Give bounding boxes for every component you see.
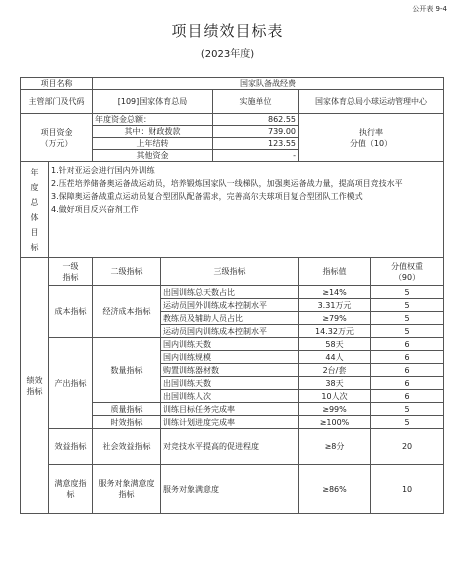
goals-label-char: 总 bbox=[30, 197, 39, 207]
header-weight-line1: 分值权重 bbox=[391, 261, 424, 271]
indicators-label-line2: 指标 bbox=[26, 386, 43, 396]
funds-label-line1: 项目资金 bbox=[40, 127, 73, 137]
funds-fiscal-label: 其中：财政拨款 bbox=[93, 126, 213, 138]
indicator-name: 出国训练人次 bbox=[161, 390, 299, 403]
level2-service-satisfaction: 服务对象满意度指标 bbox=[93, 465, 161, 514]
indicator-value: ≥100% bbox=[299, 416, 371, 429]
header-weight-line2: （90） bbox=[393, 272, 421, 282]
indicator-weight: 6 bbox=[371, 364, 444, 377]
level1-cost: 成本指标 bbox=[49, 286, 93, 338]
indicator-value: 10人次 bbox=[299, 390, 371, 403]
indicator-weight: 10 bbox=[371, 465, 444, 514]
indicator-weight: 5 bbox=[371, 312, 444, 325]
performance-target-table bbox=[20, 77, 444, 514]
indicator-name: 出国训练天数 bbox=[161, 377, 299, 390]
dept-value: [109]国家体育总局 bbox=[93, 90, 213, 114]
funds-other-value: - bbox=[213, 150, 299, 162]
indicator-weight: 20 bbox=[371, 429, 444, 465]
annual-goals-label bbox=[21, 162, 49, 258]
goals-label-char: 年 bbox=[30, 167, 39, 177]
annual-goals-text bbox=[49, 162, 444, 258]
indicator-name: 训练计划进度完成率 bbox=[161, 416, 299, 429]
indicator-value: 3.31万元 bbox=[299, 299, 371, 312]
header-value: 指标值 bbox=[299, 258, 371, 286]
indicator-name: 教练员及辅助人员占比 bbox=[161, 312, 299, 325]
indicator-weight: 5 bbox=[371, 403, 444, 416]
indicator-value: 38天 bbox=[299, 377, 371, 390]
indicator-weight: 6 bbox=[371, 390, 444, 403]
execution-rate-cell bbox=[299, 114, 444, 162]
project-name-label: 项目名称 bbox=[21, 78, 93, 90]
level1-satisfaction: 满意度指标 bbox=[49, 465, 93, 514]
header-level3: 三级指标 bbox=[161, 258, 299, 286]
goal-item: 3.保障奥运备战重点运动员复合型团队配备需求，完善高尔夫球项目复合型团队工作模式 bbox=[51, 192, 363, 201]
goals-label-char: 度 bbox=[30, 182, 39, 192]
header-level1 bbox=[49, 258, 93, 286]
indicator-weight: 5 bbox=[371, 286, 444, 299]
indicator-value: ≥8分 bbox=[299, 429, 371, 465]
impl-unit-label: 实施单位 bbox=[213, 90, 299, 114]
page-title: 项目绩效目标表 bbox=[171, 22, 284, 40]
level2-quality: 质量指标 bbox=[93, 403, 161, 416]
impl-unit-value: 国家体育总局小球运动管理中心 bbox=[299, 90, 444, 114]
goals-label-char: 体 bbox=[30, 212, 39, 222]
indicator-value: 14.32万元 bbox=[299, 325, 371, 338]
funds-total-label: 年度资金总额： bbox=[93, 114, 213, 126]
document-tag: 公开表 9-4 bbox=[412, 5, 447, 13]
indicator-name: 对竞技水平提高的促进程度 bbox=[161, 429, 299, 465]
level1-output: 产出指标 bbox=[49, 338, 93, 429]
level2-social-benefit: 社会效益指标 bbox=[93, 429, 161, 465]
indicator-name: 运动员国外训练成本控制水平 bbox=[161, 299, 299, 312]
project-name-value: 国家队备战经费 bbox=[93, 78, 444, 90]
indicator-name: 服务对象满意度 bbox=[161, 465, 299, 514]
funds-carryover-value: 123.55 bbox=[213, 138, 299, 150]
indicator-name: 训练目标任务完成率 bbox=[161, 403, 299, 416]
indicator-value: ≥14% bbox=[299, 286, 371, 299]
level2-economic-cost: 经济成本指标 bbox=[93, 286, 161, 338]
indicator-value: 58天 bbox=[299, 338, 371, 351]
indicator-value: ≥99% bbox=[299, 403, 371, 416]
goal-item: 4.做好项目反兴奋剂工作 bbox=[51, 205, 139, 214]
indicator-name: 国内训练天数 bbox=[161, 338, 299, 351]
funds-other-label: 其他资金 bbox=[93, 150, 213, 162]
indicator-name: 运动员国内训练成本控制水平 bbox=[161, 325, 299, 338]
dept-label: 主管部门及代码 bbox=[21, 90, 93, 114]
funds-total-value: 862.55 bbox=[213, 114, 299, 126]
level1-benefit: 效益指标 bbox=[49, 429, 93, 465]
funds-label bbox=[21, 114, 93, 162]
header-weight bbox=[371, 258, 444, 286]
indicator-name: 国内训练规模 bbox=[161, 351, 299, 364]
header-level1-line2: 指标 bbox=[62, 272, 79, 282]
indicators-section-label bbox=[21, 258, 49, 514]
indicator-weight: 6 bbox=[371, 351, 444, 364]
level2-quantity: 数量指标 bbox=[93, 338, 161, 403]
indicator-value: 44人 bbox=[299, 351, 371, 364]
indicator-value: ≥86% bbox=[299, 465, 371, 514]
level2-timeliness: 时效指标 bbox=[93, 416, 161, 429]
funds-label-line2: （万元） bbox=[40, 138, 73, 148]
page-subtitle: (2023年度) bbox=[200, 49, 255, 60]
funds-carryover-label: 上年结转 bbox=[93, 138, 213, 150]
indicator-weight: 6 bbox=[371, 338, 444, 351]
indicators-label-line1: 绩效 bbox=[26, 375, 43, 385]
indicator-weight: 6 bbox=[371, 377, 444, 390]
goals-label-char: 目 bbox=[30, 227, 39, 237]
indicator-value: ≥79% bbox=[299, 312, 371, 325]
goals-label-char: 标 bbox=[30, 242, 39, 252]
indicator-value: 2台/套 bbox=[299, 364, 371, 377]
indicator-weight: 5 bbox=[371, 416, 444, 429]
funds-fiscal-value: 739.00 bbox=[213, 126, 299, 138]
header-level2: 二级指标 bbox=[93, 258, 161, 286]
indicator-name: 出国训练总天数占比 bbox=[161, 286, 299, 299]
indicator-weight: 5 bbox=[371, 325, 444, 338]
indicator-name: 购置训练器材数 bbox=[161, 364, 299, 377]
execution-rate-score-label: 分值（10） bbox=[349, 138, 393, 148]
execution-rate-label: 执行率 bbox=[359, 127, 384, 137]
indicator-weight: 5 bbox=[371, 299, 444, 312]
header-level1-line1: 一级 bbox=[62, 261, 79, 271]
goal-item: 2.压茬培养储备奥运备战运动员，培养锻炼国家队一线梯队，加强奥运备战力量，提高项目竞技水平 bbox=[51, 179, 403, 188]
goal-item: 1.针对亚运会进行国内外训练 bbox=[51, 166, 155, 175]
